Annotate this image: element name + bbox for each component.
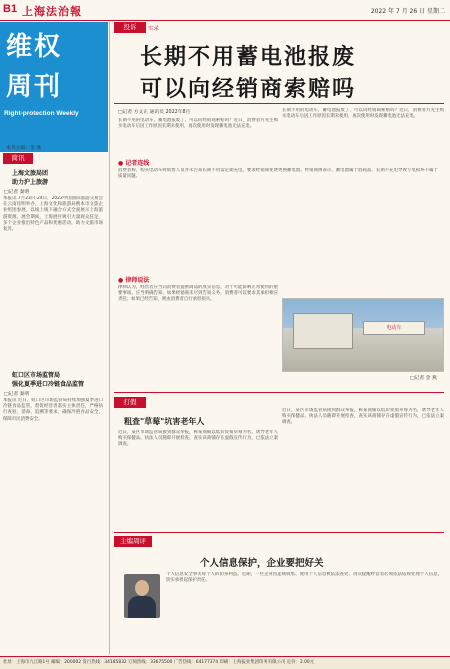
- anti-fake-title: 粗查"草莓"坑害老年人: [124, 417, 205, 426]
- anti-fake-tag: 打假: [114, 397, 146, 408]
- brief2-credit: □记者 秦明: [4, 392, 30, 397]
- brief-heading-1: 上海文旅局团: [12, 170, 49, 177]
- anti-fake-body-2: 近日，某区市场监管局接到群众举报，称某商铺以低价促销草莓为名，诱导老年人购买保健品。执法人员随即开展检查，查实该商铺存在虚假宣传行为，已依法立案调查。: [282, 408, 444, 426]
- author-avatar: [124, 574, 160, 618]
- photo-credit: □记者 金 燕: [410, 376, 437, 381]
- story-lede-2: 长期不用的电动车，蓄电池报废了，可以向经销商索赔吗？近日，消费者方先生购买电动车后因工作原因长期未使用，再次使用时发现蓄电池无法充电。: [282, 108, 444, 120]
- opinion-tag: 主编周评: [114, 536, 152, 547]
- opinion-body: 个人信息安全事关每个人的切身利益。近期，一些企业因违规收集、使用个人信息被依法查处，再次提醒经营者必须依法依规处理个人信息，切实承担起保护责任。: [166, 572, 442, 584]
- section-rule: [114, 392, 444, 393]
- section-title-line2: 周刊: [6, 72, 63, 102]
- avatar-head: [135, 580, 149, 596]
- headline-line2: 可以向经销商索赔吗: [140, 77, 357, 102]
- section-english-title: Right-protection Weekly: [4, 110, 79, 117]
- section-masthead: [0, 22, 108, 152]
- brief-tag: 简讯: [3, 153, 33, 164]
- section1-heading: ● 记者连线: [118, 160, 150, 167]
- story-lede: 长期不用的电动车，蓄电池报废了，可以向经销商索赔吗？近日，消费者方先生购买电动车后因工作原因长期未使用，再次使用时发现蓄电池无法充电。: [118, 118, 278, 130]
- opinion-title: 个人信息保护，企业要把好关: [200, 558, 324, 569]
- photo-storefront: [293, 313, 353, 349]
- section-editor: 本刊主编：金 燕: [6, 146, 42, 151]
- headline-rule: [114, 103, 444, 104]
- page-footer: [0, 656, 450, 669]
- anti-fake-body-1: 近日，某区市场监管局接到群众举报，称某商铺以低价促销草莓为名，诱导老年人购买保健品。执法人员随即开展检查，查实该商铺存在虚假宣传行为，已依法立案调查。: [118, 430, 278, 448]
- brief-credit: □记者 秦明: [4, 190, 30, 195]
- brief2-heading-2: 强化夏季进口冷链食品监管: [12, 381, 85, 388]
- section1-body: 消费者称，购买电动车时销售人员并未告知长期不用需定期充电，要求经销商免费更换蓄电池。经销商则表示，蓄电池属于消耗品，长期不充电导致亏电损坏不属于质量问题。: [118, 168, 438, 180]
- photo-sign: 电动车: [363, 321, 425, 335]
- section-title-line1: 维权: [6, 32, 63, 62]
- page-number: B1: [3, 3, 18, 15]
- footer-text: 社址：上海市九江路1号 邮编：200002 发行热线：34185832 订阅热线：33675500 广告热线：64177374 印刷：上海报业集团印务有限公司 定价：2.00元: [3, 660, 315, 665]
- section2-body: 律师认为，经营者应当向消费者提供商品的真实信息，对于可能影响正常使用的重要事项，应当明确告知。如果经销商未尽到告知义务，消费者可以要求其承担相应责任；如果已经告知，则由消费者自行承担损失。: [118, 285, 278, 303]
- brief-heading-2: 助力沪上旅游: [12, 179, 49, 186]
- investigation-tag: 投诉: [114, 22, 146, 33]
- column-divider: [109, 22, 110, 654]
- headline-line1: 长期不用蓄电池报废: [140, 45, 357, 70]
- brief-body: 本报讯 7月23日-24日，2022中国国际旅游交易会在云南昆明举办，上海文化和旅游局携本市文旅企业组团参展，以线上线下融合方式全面展示上海旅游资源。展会期间，上海展区吸引大量观众驻足，多个企业推出特色产品和优惠活动，助力文旅市场复苏。: [3, 196, 103, 233]
- investigation-sub: 实录: [148, 26, 160, 32]
- story-credit: □记者 方文正 通讯员 2022年8月: [118, 110, 191, 115]
- brief2-heading: 虹口区市场监管局: [12, 372, 61, 379]
- page-header: [0, 0, 450, 21]
- section2-heading: ● 律师说法: [118, 277, 150, 284]
- opinion-rule: [114, 532, 444, 533]
- avatar-body: [128, 596, 156, 618]
- issue-date: 2022 年 7 月 26 日 星期二: [370, 8, 445, 15]
- story-photo: [282, 298, 444, 372]
- brief2-body: 本报讯 近日，虹口区市场监管局持续加强夏季进口冷链食品监管，督促经营者落实主体责任，严格执行查验、消毒、追溯等要求，确保冷链食品安全，保障市民消费安全。: [3, 398, 103, 422]
- masthead: 上海法治報: [22, 5, 82, 18]
